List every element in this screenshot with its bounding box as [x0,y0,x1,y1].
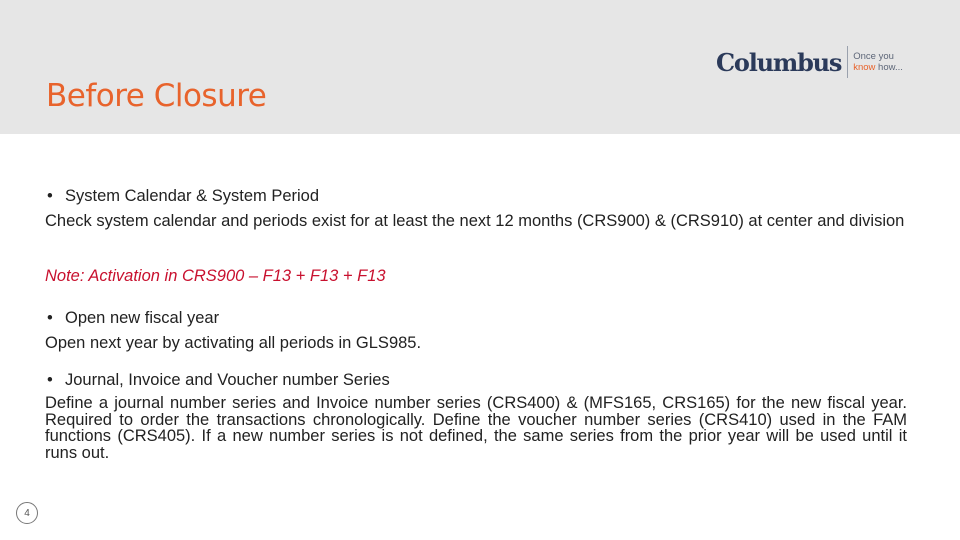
columbus-logo [716,42,903,82]
slide-title: Before Closure [46,78,267,114]
section-number-series [45,372,907,461]
section-description: Check system calendar and periods exist for at least the next 12 months (CRS900) & (CRS910) at center and division [45,212,905,230]
section-open-fiscal-year [45,310,920,352]
bullet-item [45,310,920,327]
bullet-dot: • [47,187,53,205]
section-heading: System Calendar & System Period [65,187,320,205]
logo-tagline-accent: know [853,62,876,73]
logo-tagline-line1: Once you [853,51,894,62]
activation-note: Note: Activation in CRS900 – F13 + F13 + F13 [45,267,386,285]
page-number-badge: 4 [16,502,38,524]
logo-wordmark: Columbus [716,47,842,77]
bullet-dot: • [47,371,53,389]
section-system-calendar [45,188,920,230]
bullet-item [45,188,920,205]
section-heading: Open new fiscal year [65,309,220,327]
section-description: Open next year by activating all periods in GLS985. [45,334,422,352]
bullet-item [45,372,907,389]
section-description: Define a journal number series and Invoice number series (CRS400) & (MFS165, CRS165) for the new fiscal year. Required to order the transactions chronologically. Define the voucher number series (CRS410) used in the FAM functions (CRS405). If a new number series is not defined, the same series from the prior year will be used until it runs out. [45,394,907,462]
bullet-dot: • [47,309,53,327]
logo-tagline-line2 [853,62,903,73]
logo-tagline [853,51,903,73]
section-heading: Journal, Invoice and Voucher number Series [65,371,390,389]
logo-divider [847,46,848,78]
logo-tagline-rest: how... [875,62,903,73]
